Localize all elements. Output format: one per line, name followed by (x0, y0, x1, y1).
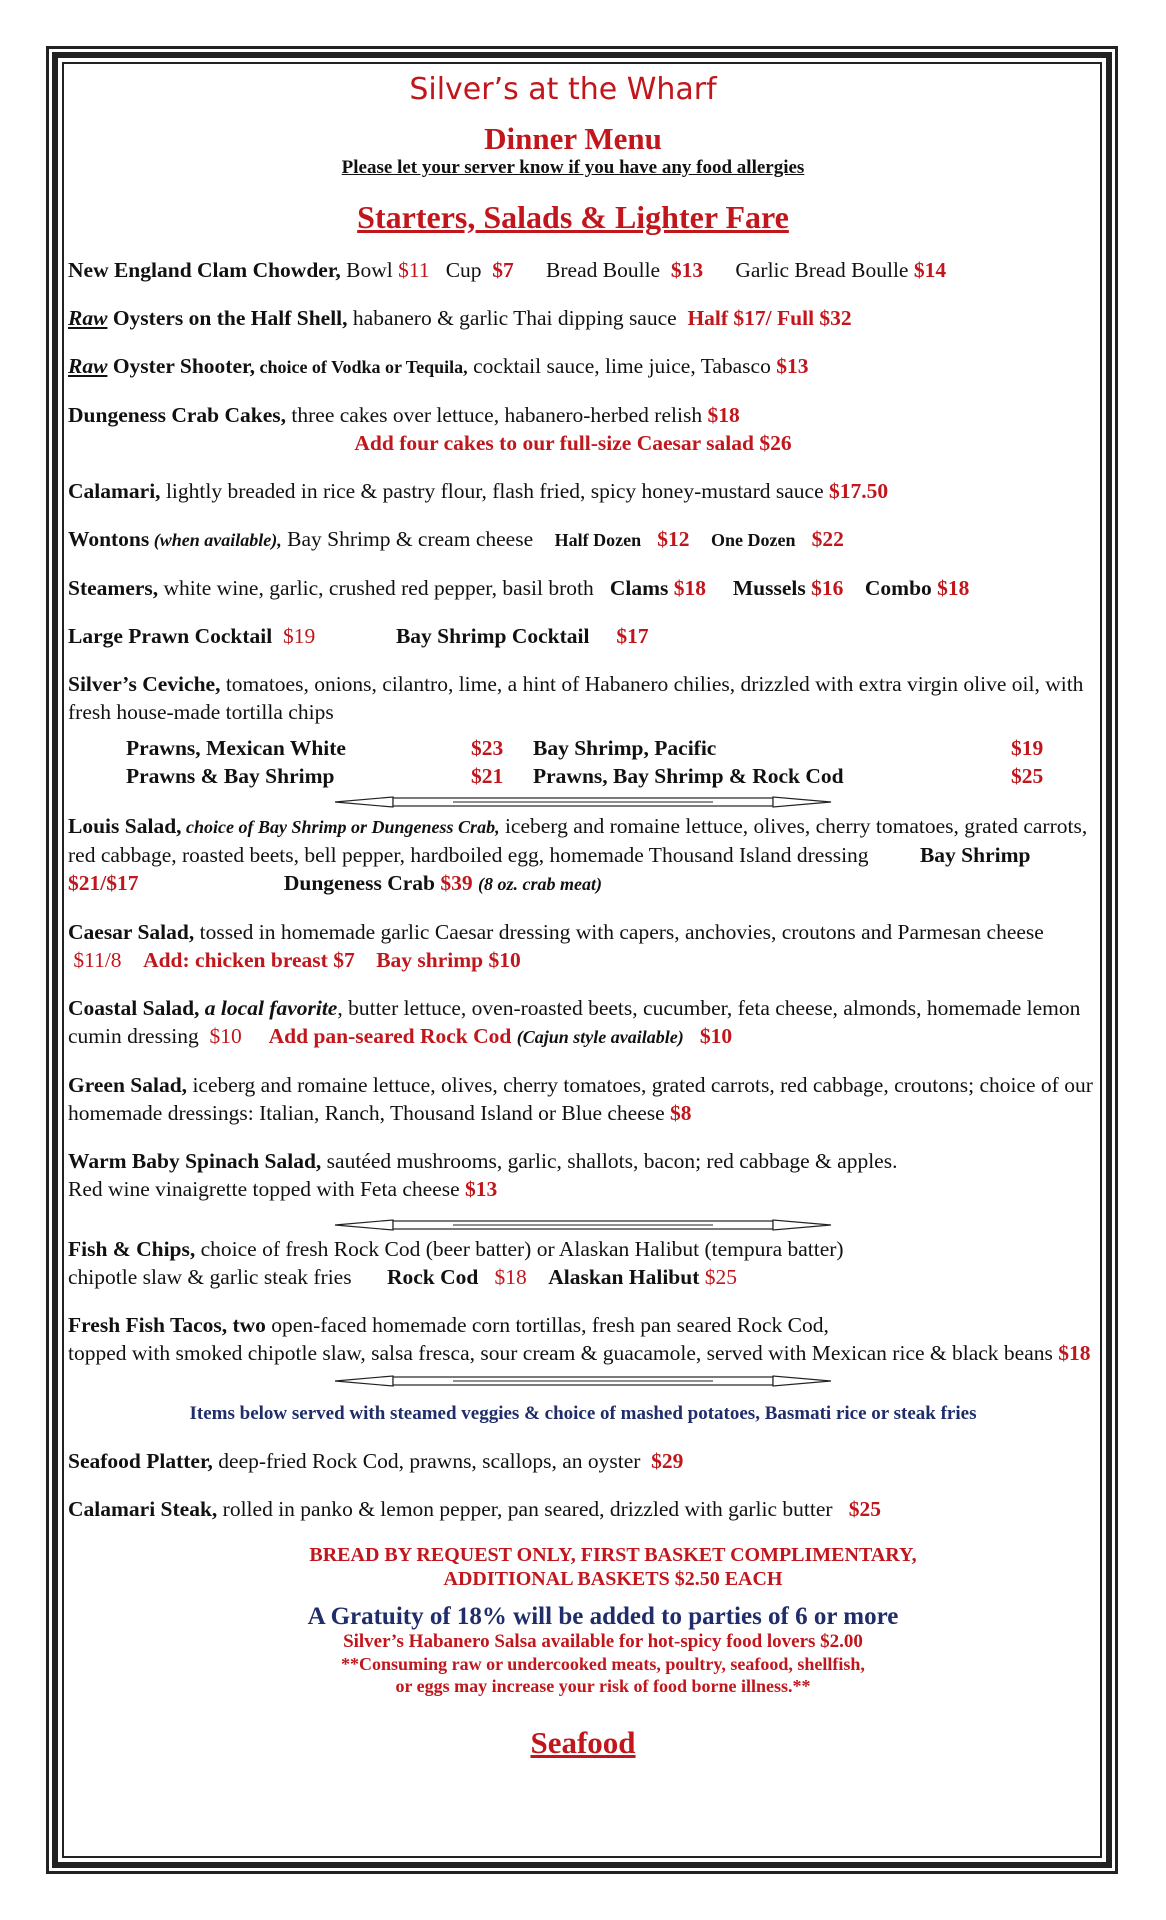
item-description: choice of fresh Rock Cod (beer batter) or Alaskan Halibut (tempura batter) (195, 1237, 844, 1261)
item-name: Calamari Steak, (68, 1497, 218, 1521)
item-name: Louis Salad, (68, 814, 182, 838)
menu-item-caesar-salad (68, 918, 1098, 974)
next-section-title: Seafood (530, 1725, 636, 1760)
combo-price: $18 (937, 576, 970, 600)
bread-price: $13 (670, 258, 704, 282)
menu-item-calamari (68, 477, 1098, 505)
decorative-divider (68, 1375, 1098, 1387)
bay-shrimp-price: $21/$17 (68, 871, 139, 895)
served-with-note: Items below served with steamed veggies & choice of mashed potatoes, Basmati rice or steak fries (189, 1403, 977, 1424)
menu-item-calamari-steak (68, 1495, 1098, 1523)
ceviche-option-label: Prawns & Bay Shrimp (126, 764, 335, 788)
item-price: $18 (707, 403, 740, 427)
item-name: Wontons (68, 527, 150, 551)
item-name: Oyster Shooter, (107, 354, 255, 378)
item-name: Silver’s Ceviche, (68, 672, 221, 696)
ceviche-option-row (126, 734, 1043, 762)
item-description-2: chipotle slaw & garlic steak fries (68, 1265, 352, 1289)
item-name: Fish & Chips, (68, 1237, 196, 1261)
health-warning-line-2: or eggs may increase your risk of food borne illness.** (395, 1676, 811, 1696)
item-choice: choice of Vodka or Tequila, (254, 357, 468, 377)
coastal-addon-note: (Cajun style available) (516, 1027, 684, 1047)
ceviche-option-price: $25 (1011, 764, 1044, 788)
menu-item-green-salad (68, 1071, 1098, 1127)
rock-cod-price: $18 (494, 1265, 527, 1289)
item-description: habanero & garlic Thai dipping sauce (347, 306, 683, 330)
health-warning-line-1: **Consuming raw or undercooked meats, poultry, seafood, shellfish, (341, 1654, 865, 1674)
halibut-label: Alaskan Halibut (548, 1265, 700, 1289)
item-price: $17.50 (828, 479, 889, 503)
item-price: $18 (1058, 1341, 1091, 1365)
item-description: deep-fried Rock Cod, prawns, scallops, an oyster (212, 1449, 646, 1473)
dungeness-crab-price: $39 (440, 871, 473, 895)
health-warning (108, 1653, 1098, 1697)
raw-label: Raw (68, 306, 108, 330)
menu-item-oysters (68, 304, 1098, 332)
item-description: three cakes over lettuce, habanero-herbed relish (286, 403, 708, 427)
bread-notice-line-2: ADDITIONAL BASKETS $2.50 EACH (443, 1568, 783, 1590)
item-description: , butter lettuce, oven-roasted beets, cucumber, feta cheese, almonds, homemade lemon cumin dressing (68, 996, 1081, 1048)
one-dozen-price: $22 (811, 527, 844, 551)
menu-item-wontons (68, 525, 1098, 554)
allergy-note: Please let your server know if you have any food allergies (341, 157, 805, 178)
caesar-addon: Add: chicken breast $7 (143, 948, 355, 972)
item-description-2: Red wine vinaigrette topped with Feta cheese (68, 1177, 466, 1201)
caesar-addon-shrimp: Bay shrimp $10 (376, 948, 521, 972)
bread-notice-line-1: BREAD BY REQUEST ONLY, FIRST BASKET COMPLIMENTARY, (309, 1544, 917, 1566)
coastal-addon: Add pan-seared Rock Cod (268, 1024, 512, 1048)
menu-content (68, 66, 1098, 1761)
item-name: Green Salad, (68, 1073, 188, 1097)
divider-arrow-icon (333, 1219, 833, 1231)
crab-note: (8 oz. crab meat) (477, 874, 602, 894)
prawn-cocktail-price: $19 (282, 624, 316, 648)
ceviche-option-price: $19 (1011, 736, 1044, 760)
divider-arrow-icon (333, 796, 833, 808)
item-description: iceberg and romaine lettuce, olives, cherry tomatoes, grated carrots, red cabbage, croutons; choice of our homemade dressings: Italian, Ranch, Thousand Island or Blue cheese (68, 1073, 1093, 1125)
item-description-2: topped with smoked chipotle slaw, salsa fresca, sour cream & guacamole, served with Mexican rice & black beans (68, 1341, 1059, 1365)
item-price: $11/8 (73, 948, 122, 972)
item-choice: choice of Bay Shrimp or Dungeness Crab, (181, 817, 500, 837)
shrimp-cocktail-price: $17 (616, 624, 649, 648)
item-name: Caesar Salad, (68, 920, 195, 944)
menu-item-ceviche (68, 670, 1098, 726)
item-description: tomatoes, onions, cilantro, lime, a hint of Habanero chilies, drizzled with extra virgin olive oil, with fresh house-made tortilla chips (68, 672, 1084, 724)
item-name: Oysters on the Half Shell, (107, 306, 348, 330)
item-description: iceberg and romaine lettuce, olives, cherry tomatoes, grated carrots, red cabbage, roasted beets, bell pepper, hardboiled egg, homemade Thousand Island dressing (68, 814, 1088, 867)
menu-item-cocktails (68, 622, 1098, 650)
menu-item-crab-cakes (68, 401, 1098, 457)
decorative-divider (68, 796, 1098, 808)
shrimp-cocktail-label: Bay Shrimp Cocktail (395, 624, 590, 648)
bread-label: Bread Boulle (546, 258, 661, 282)
item-description: Bay Shrimp & cream cheese (281, 527, 534, 551)
item-name: Dungeness Crab Cakes, (68, 403, 287, 427)
menu-item-fish-tacos (68, 1311, 1098, 1367)
raw-label: Raw (68, 354, 108, 378)
cup-label: Cup (445, 258, 482, 282)
ceviche-option-label: Bay Shrimp, Pacific (533, 736, 717, 760)
coastal-addon-price: $10 (699, 1024, 733, 1048)
ceviche-options (126, 734, 1043, 790)
bay-shrimp-label: Bay Shrimp (919, 843, 1031, 867)
mussels-label: Mussels (732, 576, 806, 600)
item-description: lightly breaded in rice & pastry flour, flash fried, spicy honey-mustard sauce (160, 479, 829, 503)
menu-item-coastal-salad (68, 994, 1098, 1051)
combo-label: Combo (864, 576, 932, 600)
restaurant-name: Silver’s at the Wharf (409, 72, 717, 107)
rock-cod-label: Rock Cod (386, 1265, 479, 1289)
item-description: open-faced homemade corn tortillas, fresh pan seared Rock Cod, (265, 1313, 829, 1337)
clams-price: $18 (673, 576, 707, 600)
halibut-price: $25 (704, 1265, 738, 1289)
menu-item-seafood-platter (68, 1447, 1098, 1475)
item-description: cocktail sauce, lime juice, Tabasco (467, 354, 777, 378)
item-note: (when available), (149, 530, 282, 550)
item-tag: a local favorite (199, 996, 338, 1020)
item-description: tossed in homemade garlic Caesar dressing with capers, anchovies, croutons and Parmesan cheese (194, 920, 1044, 944)
garlic-bread-label: Garlic Bread Boulle (735, 258, 909, 282)
clams-label: Clams (609, 576, 669, 600)
divider-arrow-icon (333, 1375, 833, 1387)
dungeness-crab-label: Dungeness Crab (283, 871, 435, 895)
item-price: $8 (670, 1101, 692, 1125)
menu-item-fish-chips (68, 1235, 1098, 1291)
crab-cakes-addon: Add four cakes to our full-size Caesar salad $26 (354, 431, 792, 455)
ceviche-option-price: $21 (471, 764, 504, 788)
menu-item-spinach-salad (68, 1147, 1098, 1203)
item-price: Half $17/ Full $32 (687, 306, 852, 330)
menu-item-oyster-shooter (68, 352, 1098, 381)
one-dozen-label: One Dozen (710, 530, 796, 550)
ceviche-option-label: Prawns, Mexican White (126, 736, 346, 760)
item-description: sautéed mushrooms, garlic, shallots, bacon; red cabbage & apples. (321, 1149, 898, 1173)
item-price: $13 (776, 354, 809, 378)
bowl-label: Bowl (346, 258, 393, 282)
salsa-notice: Silver’s Habanero Salsa available for hot-spicy food lovers $2.00 (343, 1631, 863, 1652)
item-description: rolled in panko & lemon pepper, pan seared, drizzled with garlic butter (217, 1497, 838, 1521)
decorative-divider (68, 1219, 1098, 1231)
ceviche-option-row (126, 762, 1043, 790)
gratuity-notice: A Gratuity of 18% will be added to parties of 6 or more (307, 1603, 899, 1630)
item-price: $29 (651, 1449, 684, 1473)
item-name: Steamers, (68, 576, 159, 600)
menu-item-chowder (68, 256, 1098, 284)
half-dozen-price: $12 (657, 527, 690, 551)
menu-item-steamers (68, 574, 1098, 602)
bowl-price: $11 (398, 258, 430, 282)
cup-price: $7 (492, 258, 514, 282)
section-title: Starters, Salads & Lighter Fare (357, 199, 789, 235)
item-name: Warm Baby Spinach Salad, (68, 1149, 322, 1173)
menu-item-louis-salad (68, 812, 1098, 898)
item-price: $10 (209, 1024, 242, 1048)
half-dozen-label: Half Dozen (554, 530, 642, 550)
item-name: Seafood Platter, (68, 1449, 213, 1473)
prawn-cocktail-label: Large Prawn Cocktail (68, 624, 273, 648)
item-name: Coastal Salad, (68, 996, 200, 1020)
item-name: Calamari, (68, 479, 161, 503)
ceviche-option-label: Prawns, Bay Shrimp & Rock Cod (533, 764, 844, 788)
ceviche-option-price: $23 (471, 736, 504, 760)
item-name: New England Clam Chowder, (68, 258, 341, 282)
bread-notice (128, 1543, 1098, 1591)
garlic-bread-price: $14 (913, 258, 947, 282)
item-name: Fresh Fish Tacos, two (68, 1313, 266, 1337)
mussels-price: $16 (811, 576, 844, 600)
item-description: white wine, garlic, crushed red pepper, basil broth (158, 576, 594, 600)
menu-title: Dinner Menu (484, 121, 662, 156)
item-price: $25 (848, 1497, 881, 1521)
item-price: $13 (465, 1177, 498, 1201)
